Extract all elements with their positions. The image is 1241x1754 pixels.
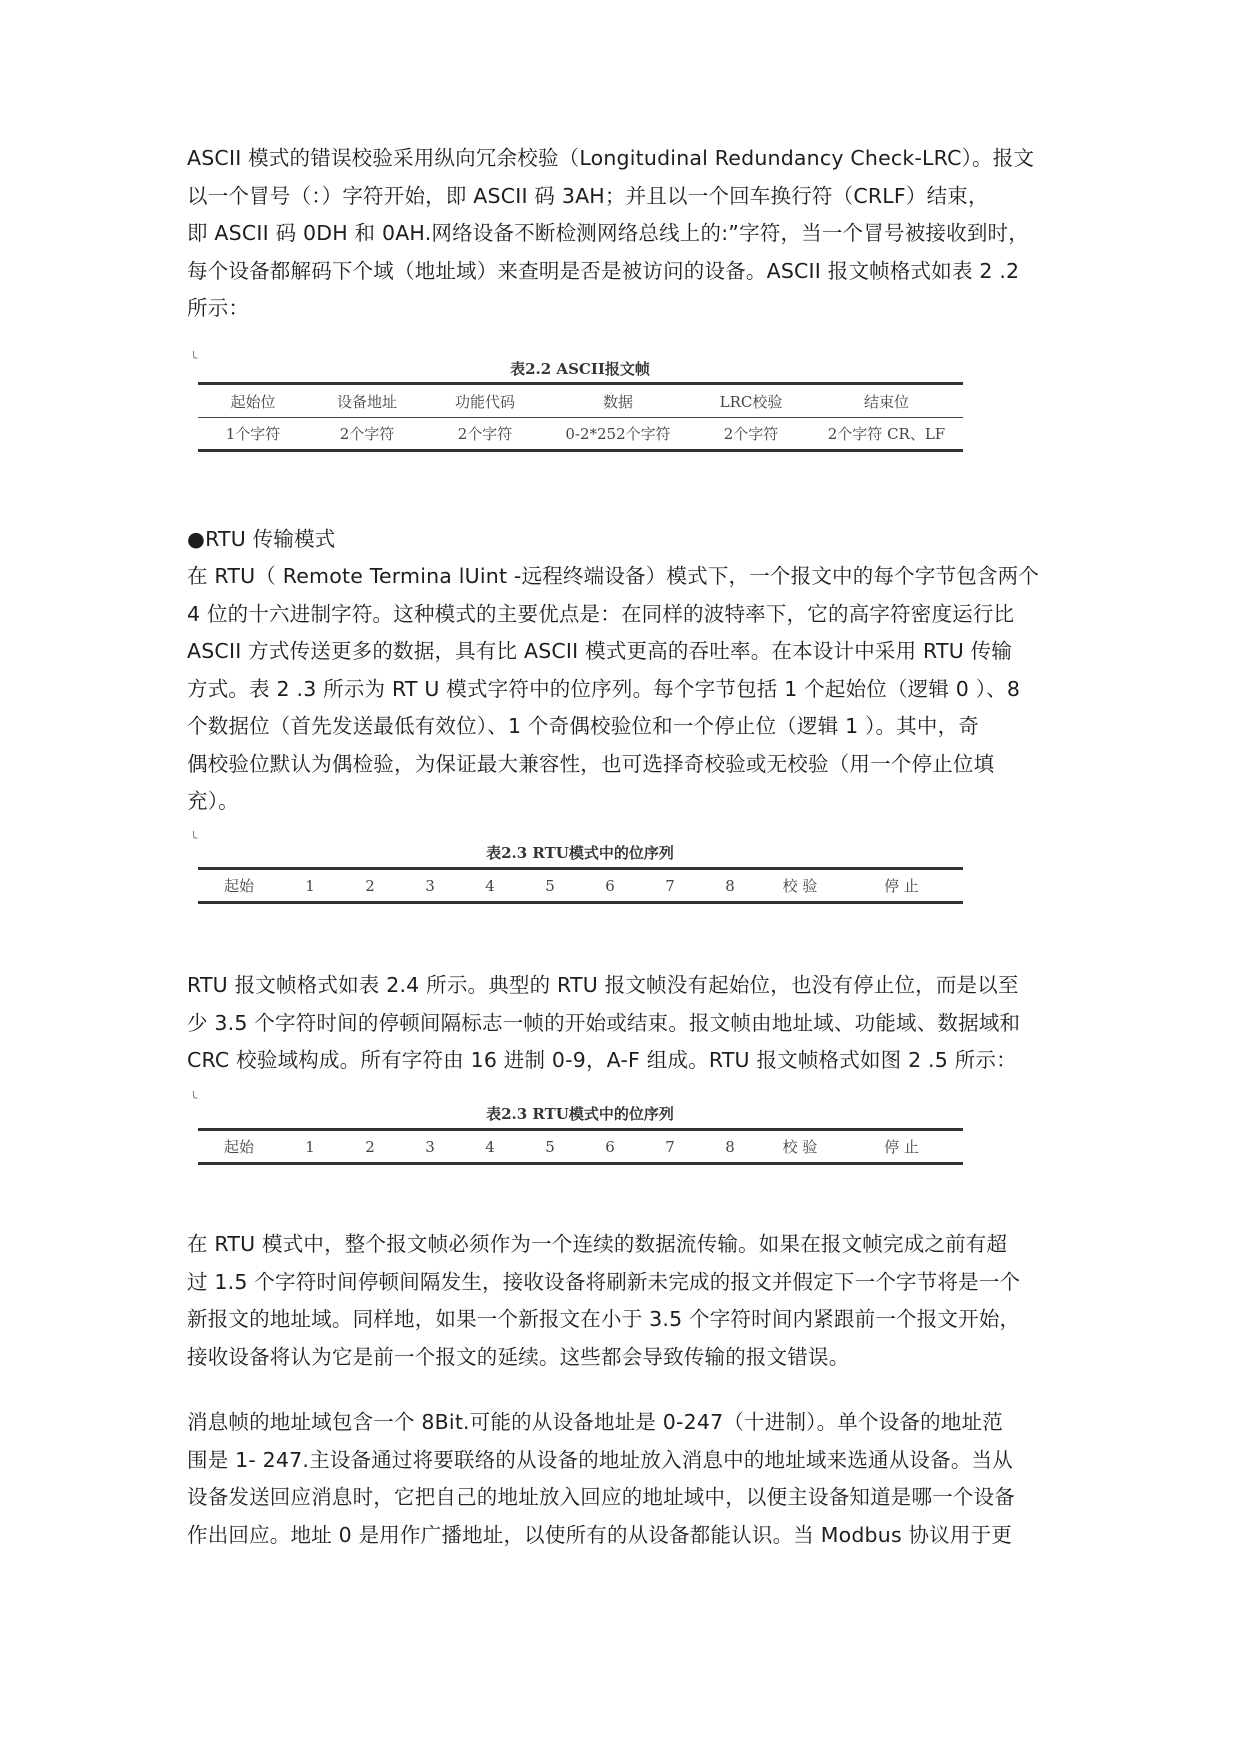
ascii-mode-paragraph — [187, 140, 1057, 328]
table-cell: 起始 — [223, 877, 254, 895]
text-line: 方式。表 2 .3 所示为 RT U 模式字符中的位序列。每个字节包括 1 个起始位（逻辑 0 ）、8 — [187, 676, 1021, 701]
table-cell: 7 — [665, 1137, 675, 1156]
address-field-paragraph — [187, 1404, 1057, 1554]
rtu-mode-paragraph — [187, 558, 1057, 821]
text-line: 在 RTU（ Remote Termina lUint -远程终端设备）模式下，一个报文中的每个字节包含两个 — [187, 564, 1040, 588]
header-cell: 结束位 — [810, 384, 963, 418]
rtu-bit-sequence-table — [198, 867, 963, 904]
table-cell: 3 — [425, 876, 435, 895]
table-cell: 0-2*252个字符 — [565, 425, 671, 443]
table-cell: 1个字符 — [225, 425, 281, 443]
table-cell: 2 — [365, 1137, 375, 1156]
table-row — [198, 1130, 963, 1164]
table-cell: 2 — [365, 876, 375, 895]
header-cell: 起始位 — [198, 384, 308, 418]
header-cell: LRC校验 — [692, 384, 810, 418]
text-line: 围是 1- 247.主设备通过将要联络的从设备的地址放入消息中的地址域来选通从设备。当从 — [187, 1447, 1013, 1472]
text-line: 个数据位（首先发送最低有效位）、1 个奇偶校验位和一个停止位（逻辑 1 ）。其中，奇 — [187, 714, 980, 738]
text-line: 偶校验位默认为偶检验，为保证最大兼容性，也可选择奇校验或无校验（用一个停止位填 — [187, 751, 995, 776]
table-cell: 5 — [545, 876, 555, 895]
ascii-frame-table — [198, 382, 963, 452]
bullet-title: ●RTU 传输模式 — [187, 527, 336, 551]
header-cell: 设备地址 — [308, 384, 426, 418]
text-line: 作出回应。地址 0 是用作广播地址，以使所有的从设备都能认识。当 Modbus 协议用于更 — [187, 1522, 1013, 1547]
text-line: ASCII 模式的错误校验采用纵向冗余校验（Longitudinal Redundancy Check-LRC）。报文 — [187, 146, 1035, 170]
table-cell: 7 — [665, 876, 675, 895]
table-2-2-caption: 表2.2 ASCII报文帧 — [510, 360, 650, 378]
table-cell: 6 — [605, 1137, 615, 1156]
table-cell: 停 止 — [884, 877, 919, 895]
text-line: 少 3.5 个字符时间的停顿间隔标志一帧的开始或结束。报文帧由地址域、功能域、数据域和 — [187, 1010, 1021, 1035]
text-line: 4 位的十六进制字符。这种模式的主要优点是：在同样的波特率下，它的高字符密度运行比 — [187, 601, 1015, 626]
header-cell: 功能代码 — [426, 384, 544, 418]
table-cell: 3 — [425, 1137, 435, 1156]
table-cell: 4 — [485, 1137, 495, 1156]
paragraph-mark-icon: ╰ — [190, 831, 198, 845]
table-header-row — [198, 384, 963, 418]
table-cell: 4 — [485, 876, 495, 895]
text-line: 新报文的地址域。同样地，如果一个新报文在小于 3.5 个字符时间内紧跟前一个报文开始， — [187, 1307, 1021, 1331]
table-cell: 2个字符 CR、LF — [827, 425, 946, 443]
text-line: 即 ASCII 码 0DH 和 0AH.网络设备不断检测网络总线上的:”字符，当一个冒号被接收到时， — [187, 221, 1029, 245]
table-cell: 2个字符 — [339, 425, 395, 443]
table-row — [198, 418, 963, 451]
table-cell: 校 验 — [782, 877, 818, 895]
table-cell: 5 — [545, 1137, 555, 1156]
rtu-frame-paragraph — [187, 967, 1057, 1080]
text-line: RTU 报文帧格式如表 2.4 所示。典型的 RTU 报文帧没有起始位，也没有停止位，而是以至 — [187, 973, 1019, 997]
table-cell: 8 — [725, 876, 735, 895]
text-line: 以一个冒号（：）字符开始，即 ASCII 码 3AH；并且以一个回车换行符（CRLF）结束， — [187, 183, 989, 208]
table-cell: 6 — [605, 876, 615, 895]
text-line: 过 1.5 个字符时间停顿间隔发生，接收设备将刷新未完成的报文并假定下一个字节将是一个 — [187, 1269, 1021, 1294]
text-line: 设备发送回应消息时，它把自己的地址放入回应的地址域中，以便主设备知道是哪一个设备 — [187, 1485, 1015, 1509]
table-cell: 1 — [305, 876, 315, 895]
text-line: 每个设备都解码下个域（地址域）来查明是否是被访问的设备。ASCII 报文帧格式如表 2 .2 — [187, 258, 1020, 283]
text-line: ASCII 方式传送更多的数据，具有比 ASCII 模式更高的吞吐率。在本设计中采用 RTU 传输 — [187, 639, 1013, 663]
table-cell: 起始 — [223, 1138, 254, 1156]
text-line: 在 RTU 模式中，整个报文帧必须作为一个连续的数据流传输。如果在报文帧完成之前有超 — [187, 1232, 1008, 1256]
table-cell: 停 止 — [884, 1138, 919, 1156]
text-line: 所示： — [187, 296, 250, 320]
text-line: CRC 校验域构成。所有字符由 16 进制 0-9，A-F 组成。RTU 报文帧格式如图 2 .5 所示： — [187, 1048, 1017, 1072]
text-line: 充）。 — [187, 789, 239, 813]
table-row — [198, 869, 963, 903]
table-2-3-repeat-caption: 表2.3 RTU模式中的位序列 — [486, 1105, 674, 1123]
table-cell: 1 — [305, 1137, 315, 1156]
text-line: 接收设备将认为它是前一个报文的延续。这些都会导致传输的报文错误。 — [187, 1344, 850, 1369]
rtu-bullet-heading — [187, 521, 1057, 559]
table-cell: 2个字符 — [723, 425, 779, 443]
paragraph-mark-icon: ╰ — [190, 351, 198, 365]
paragraph-mark-icon: ╰ — [190, 1091, 198, 1105]
table-cell: 校 验 — [782, 1138, 818, 1156]
rtu-continuity-paragraph — [187, 1226, 1057, 1376]
table-cell: 2个字符 — [457, 425, 513, 443]
table-cell: 8 — [725, 1137, 735, 1156]
header-cell: 数据 — [544, 384, 692, 418]
text-line: 消息帧的地址域包含一个 8Bit.可能的从设备地址是 0-247（十进制）。单个设备的地址范 — [187, 1410, 1003, 1434]
table-2-3-caption: 表2.3 RTU模式中的位序列 — [486, 844, 674, 862]
rtu-frame-format-table — [198, 1128, 963, 1165]
